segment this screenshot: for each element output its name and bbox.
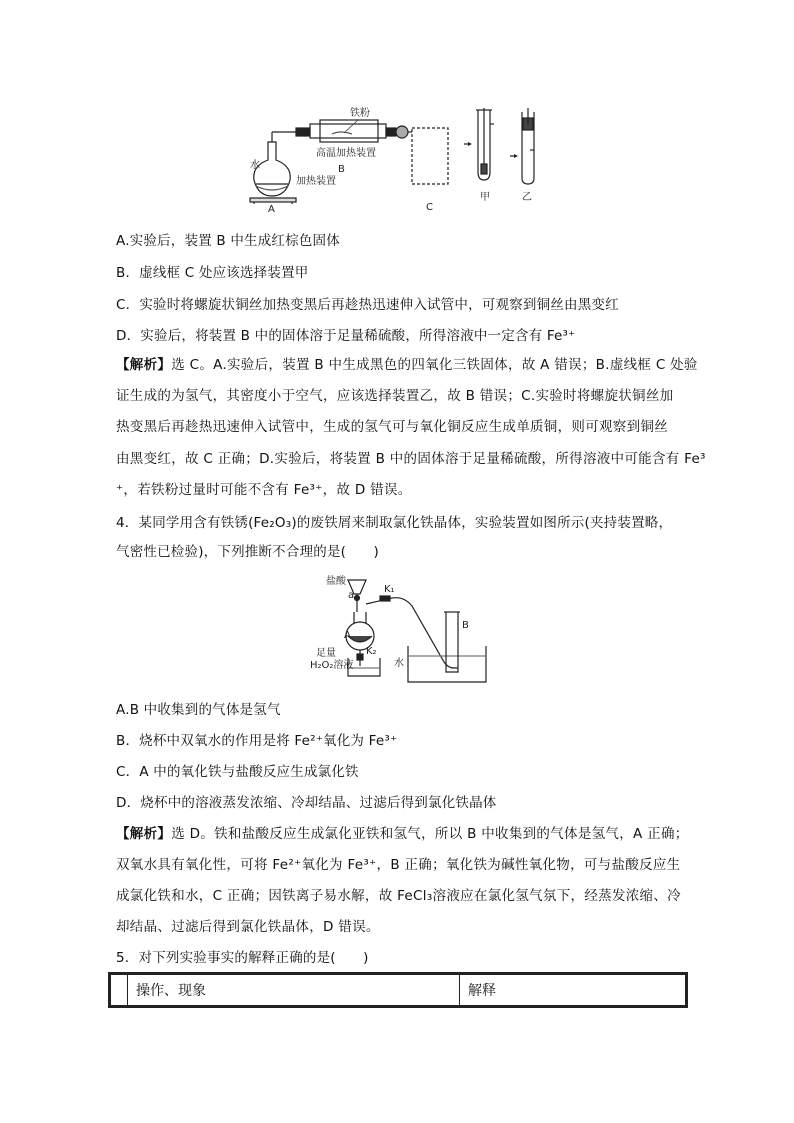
table-header-row: [110, 974, 687, 1007]
apparatus-diagram-2: [308, 572, 494, 684]
label-K2: K₂: [366, 646, 377, 657]
table-header-explanation: 解释: [460, 974, 687, 1007]
label-K1: K₁: [384, 584, 395, 595]
q4-analysis-line-2: 双氧水具有氧化性，可将 Fe²⁺氧化为 Fe³⁺，B 正确；氧化铁为碱性氧化物，可与盐酸反应生: [116, 857, 681, 873]
label-enough: 足量: [316, 648, 336, 659]
apparatus-diagram-1: [240, 104, 560, 216]
q4-option-c: C．A 中的氧化铁与盐酸反应生成氯化铁: [116, 764, 359, 780]
q4-option-d: D．烧杯中的溶液蒸发浓缩、冷却结晶、过滤后得到氯化铁晶体: [116, 795, 497, 811]
label-water: 水: [250, 160, 260, 171]
analysis-tag: 【解析】: [116, 357, 172, 373]
q5-stem: 5．对下列实验事实的解释正确的是( ): [116, 950, 369, 966]
label-yi: 乙: [522, 192, 532, 203]
q4-analysis-line-1: 【解析】选 D。铁和盐酸反应生成氯化亚铁和氢气，所以 B 中收集到的气体是氢气，A 正确；: [116, 826, 689, 842]
label-high-temp: 高温加热装置: [316, 148, 376, 159]
label-a: a: [348, 590, 355, 601]
table-index-cell: [110, 974, 128, 1007]
q3-analysis-line-5: ⁺，若铁粉过量时可能不含有 Fe³⁺，故 D 错误。: [116, 482, 412, 498]
label-iron-powder: 铁粉: [350, 108, 370, 119]
q4-analysis-line-3: 成氯化铁和水，C 正确；因铁离子易水解，故 FeCl₃溶液应在氯化氢气氛下，经蒸发浓缩、冷: [116, 888, 681, 904]
q3-analysis-line-3: 热变黑后再趁热迅速伸入试管中，生成的氢气可与氧化铜反应生成单质铜，则可观察到铜丝: [116, 419, 668, 435]
q3-option-c: C．实验时将螺旋状铜丝加热变黑后再趁热迅速伸入试管中，可观察到铜丝由黑变红: [116, 297, 619, 313]
label-A: A: [268, 204, 275, 215]
label-heating: 加热装置: [296, 176, 336, 187]
q4-option-a: A.B 中收集到的气体是氢气: [116, 702, 281, 718]
label-jia: 甲: [480, 192, 490, 203]
q3-analysis-line-1: 【解析】选 C。A.实验后，装置 B 中生成黑色的四氧化三铁固体，故 A 错误；B.虚线框 C 处验: [116, 357, 698, 373]
q3-analysis-line-4: 由黑变红，故 C 正确；D.实验后，将装置 B 中的固体溶于足量稀硫酸，所得溶液中可能含有 Fe³: [116, 451, 706, 467]
label-flask-A: A: [344, 630, 351, 641]
table-header-operation: 操作、现象: [128, 974, 460, 1007]
q3-analysis-line-2: 证生成的为氢气，其密度小于空气，应该选择装置乙，故 B 错误；C.实验时将螺旋状铜丝加: [116, 388, 674, 404]
label-B: B: [338, 164, 345, 175]
q4-stem-line-2: 气密性已检验)，下列推断不合理的是( ): [116, 544, 379, 560]
label-B: B: [462, 620, 469, 631]
q4-option-b: B．烧杯中双氧水的作用是将 Fe²⁺氧化为 Fe³⁺: [116, 733, 398, 749]
q4-analysis-line-4: 却结晶、过滤后得到氯化铁晶体，D 错误。: [116, 919, 380, 935]
analysis-tag: 【解析】: [116, 826, 172, 842]
label-water: 水: [394, 658, 404, 669]
q5-table: [108, 972, 688, 1008]
q3-option-b: B．虚线框 C 处应该选择装置甲: [116, 265, 309, 281]
label-C: C: [426, 202, 433, 213]
label-h2o2: H₂O₂溶液: [310, 660, 354, 671]
q3-option-d: D．实验后，将装置 B 中的固体溶于足量稀硫酸，所得溶液中一定含有 Fe³⁺: [116, 328, 576, 344]
q3-option-a: A.实验后，装置 B 中生成红棕色固体: [116, 233, 340, 249]
q4-stem-line-1: 4．某同学用含有铁锈(Fe₂O₃)的废铁屑来制取氯化铁晶体，实验装置如图所示(夹持装置略，: [116, 515, 673, 531]
label-hcl: 盐酸: [326, 576, 346, 587]
